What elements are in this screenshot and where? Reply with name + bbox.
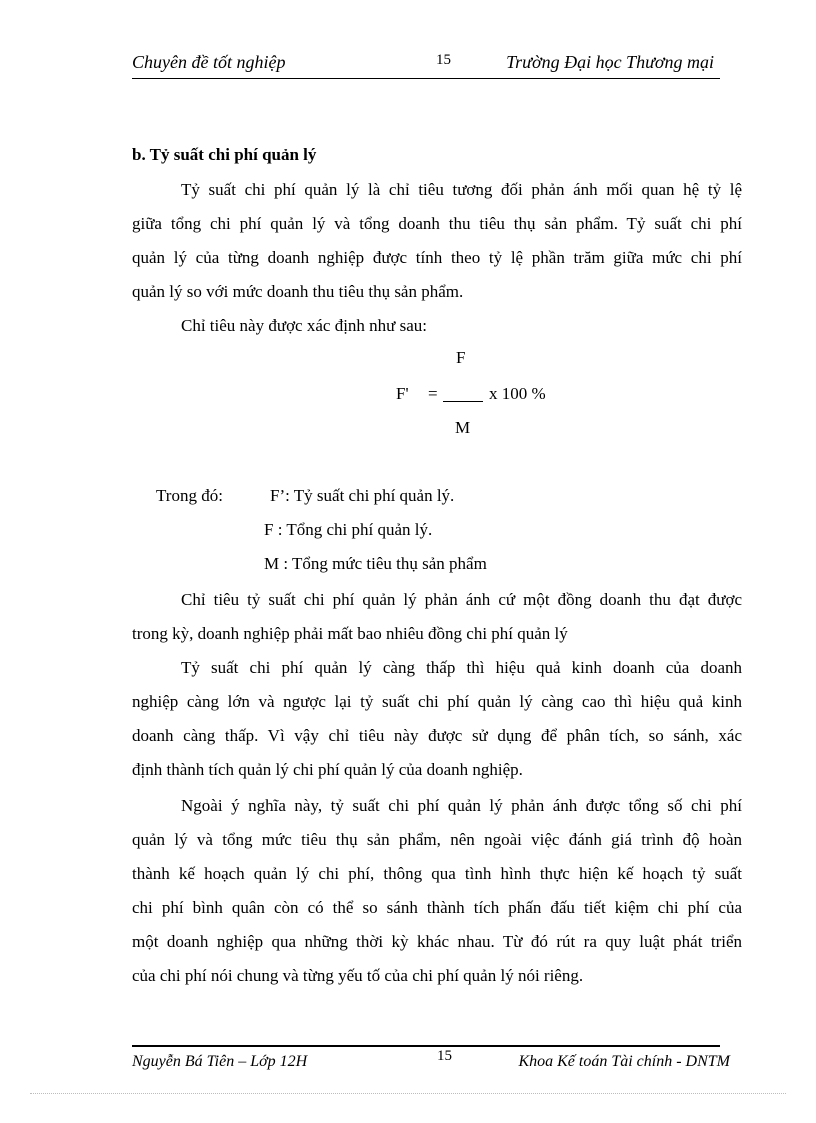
footer-author: Nguyễn Bá Tiên – Lớp 12H bbox=[132, 1053, 308, 1070]
formula-numerator: F bbox=[456, 348, 466, 367]
paragraph-line: quản lý so với mức doanh thu tiêu thụ sản phẩm. bbox=[132, 282, 464, 301]
formula-multiplier: x 100 % bbox=[489, 384, 546, 403]
paragraph-line: doanh càng thấp. Vì vậy chỉ tiêu này được sử dụng để phân tích, so sánh, xác bbox=[132, 726, 742, 745]
footer-department: Khoa Kế toán Tài chính - DNTM bbox=[518, 1053, 730, 1070]
paragraph-line: Tỷ suất chi phí quản lý là chỉ tiêu tương đối phản ánh mối quan hệ tỷ lệ bbox=[181, 180, 742, 199]
paragraph-line: Chỉ tiêu tỷ suất chi phí quản lý phản ánh cứ một đồng doanh thu đạt được bbox=[181, 590, 742, 609]
definition-item: F’: Tỷ suất chi phí quản lý. bbox=[270, 486, 455, 505]
paragraph-line: Ngoài ý nghĩa này, tỷ suất chi phí quản lý phản ánh được tổng số chi phí bbox=[181, 796, 742, 815]
header-page-number: 15 bbox=[436, 52, 451, 68]
section-title: b. Tỷ suất chi phí quản lý bbox=[132, 145, 317, 164]
paragraph-line: trong kỳ, doanh nghiệp phải mất bao nhiêu đồng chi phí quản lý bbox=[132, 624, 568, 643]
definition-item: M : Tổng mức tiêu thụ sản phẩm bbox=[264, 554, 487, 573]
paragraph-line: nghiệp càng lớn và ngược lại tỷ suất chi phí quản lý càng cao thì hiệu quả kinh bbox=[132, 692, 742, 711]
paragraph-line: giữa tổng chi phí quản lý và tổng doanh thu tiêu thụ sản phẩm. Tỷ suất chi phí bbox=[132, 214, 742, 233]
page-header bbox=[132, 50, 720, 79]
footer-page-number: 15 bbox=[437, 1048, 452, 1064]
page-footer bbox=[132, 1045, 730, 1077]
paragraph-line: quản lý và tổng mức tiêu thụ sản phẩm, nên ngoài việc đánh giá trình độ hoàn bbox=[132, 830, 742, 849]
paragraph-line: chi phí bình quân còn có thể so sánh thành tích phấn đấu tiết kiệm chi phí của bbox=[132, 898, 742, 917]
header-right-title: Trường Đại học Thương mại bbox=[506, 52, 714, 72]
paragraph-line: Tỷ suất chi phí quản lý càng thấp thì hiệu quả kinh doanh của doanh bbox=[181, 658, 742, 677]
paragraph-line: định thành tích quản lý chi phí quản lý của doanh nghiệp. bbox=[132, 760, 523, 779]
definition-item: F : Tổng chi phí quản lý. bbox=[264, 520, 433, 539]
formula-equals: = bbox=[428, 384, 438, 403]
where-label: Trong đó: bbox=[156, 486, 223, 505]
fraction-bar bbox=[443, 401, 483, 402]
formula-lhs: F' bbox=[396, 384, 409, 403]
formula-denominator: M bbox=[455, 418, 471, 437]
header-left-title: Chuyên đề tốt nghiệp bbox=[132, 52, 286, 72]
paragraph-line: thành kế hoạch quản lý chi phí, thông qua tình hình thực hiện kế hoạch tỷ suất bbox=[132, 864, 742, 883]
paragraph-line: quản lý của từng doanh nghiệp được tính theo tỷ lệ phần trăm giữa mức chi phí bbox=[132, 248, 742, 267]
paragraph-line: của chi phí nói chung và từng yếu tố của chi phí quản lý nói riêng. bbox=[132, 966, 584, 985]
paragraph-line: một doanh nghiệp qua những thời kỳ khác nhau. Từ đó rút ra quy luật phát triển bbox=[132, 932, 742, 951]
page-bottom-divider bbox=[30, 1093, 786, 1094]
formula-intro: Chỉ tiêu này được xác định như sau: bbox=[181, 316, 428, 335]
